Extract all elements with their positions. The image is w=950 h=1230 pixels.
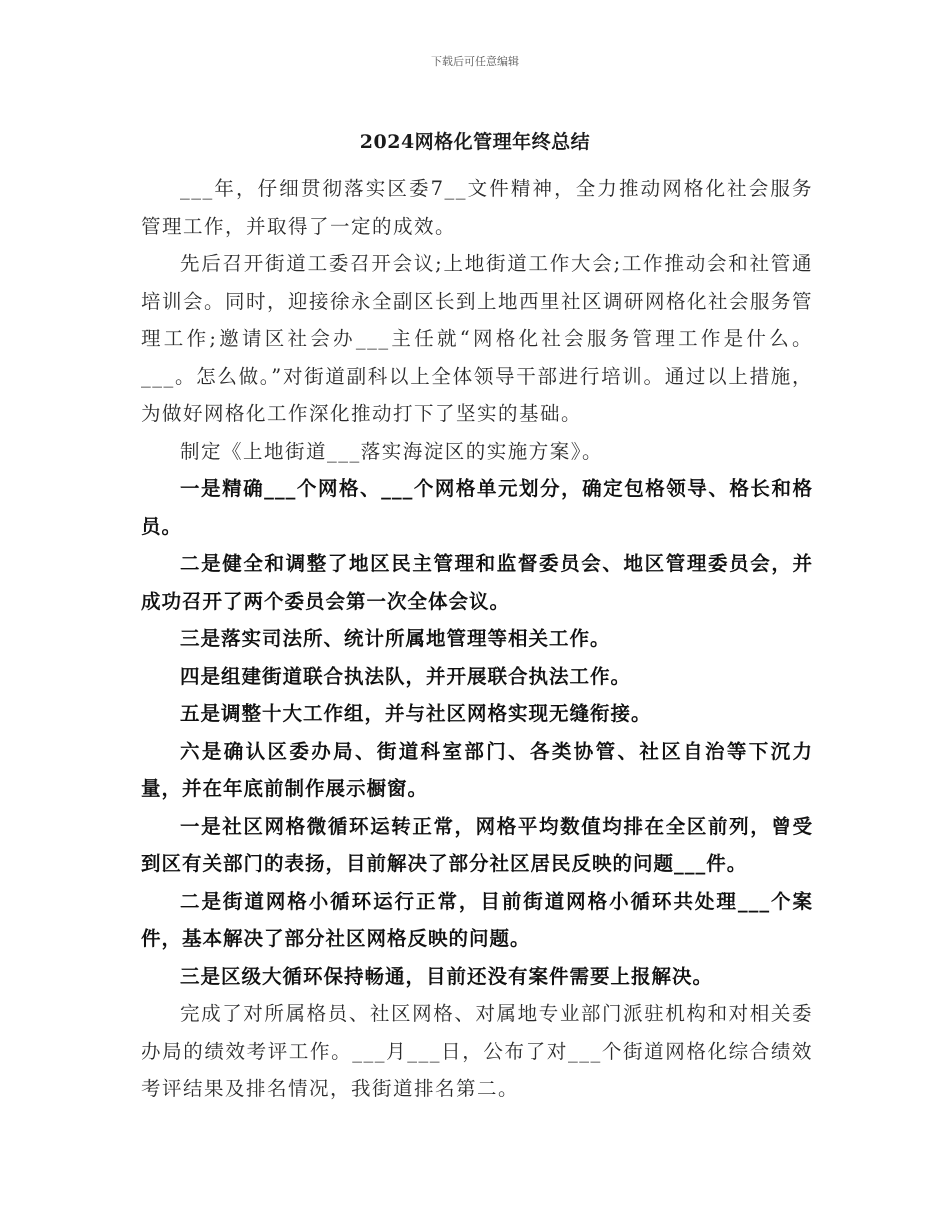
paragraph: 一是精确___个网格、___个网格单元划分，确定包格领导、格长和格员。	[141, 477, 813, 538]
paragraph: 二是健全和调整了地区民主管理和监督委员会、地区管理委员会，并成功召开了两个委员会第一次全体会议。	[141, 552, 813, 613]
document-body	[141, 170, 813, 1108]
document-title: 2024网格化管理年终总结	[359, 131, 591, 153]
paragraph: 五是调整十大工作组，并与社区网格实现无缝衔接。	[180, 702, 652, 725]
paragraph: 四是组建街道联合执法队，并开展联合执法工作。	[180, 664, 632, 688]
paragraph: 先后召开街道工委召开会议;上地街道工作大会;工作推动会和社管通培训会。同时，迎接徐永全副区长到上地西里社区调研网格化社会服务管理工作;邀请区社会办___主任就“网格化社会服务管理工作是什么。___。怎么做。”对街道副科以上全体领导干部进行培训。通过以上措施，为做好网格化工作深化推动打下了坚实的基础。	[141, 252, 814, 425]
paragraph: 二是街道网格小循环运行正常，目前街道网格小循环共处理___个案件，基本解决了部分社区网格反映的问题。	[141, 889, 813, 950]
paragraph: 六是确认区委办局、街道科室部门、各类协管、社区自治等下沉力量，并在年底前制作展示橱窗。	[141, 739, 813, 800]
paragraph: 完成了对所属格员、社区网格、对属地专业部门派驻机构和对相关委办局的绩效考评工作。___月___日，公布了对___个街道网格化综合绩效考评结果及排名情况，我街道排名第二。	[141, 1002, 813, 1100]
paragraph: 制定《上地街道___落实海淀区的实施方案》。	[180, 439, 604, 463]
paragraph: 三是区级大循环保持畅通，目前还没有案件需要上报解决。	[180, 964, 714, 988]
header-note: 下载后可任意编辑	[431, 55, 519, 68]
paragraph: 一是社区网格微循环运转正常，网格平均数值均排在全区前列，曾受到区有关部门的表扬，目前解决了部分社区居民反映的问题___件。	[141, 814, 813, 875]
paragraph: ___年，仔细贯彻落实区委7__文件精神，全力推动网格化社会服务管理工作，并取得了一定的成效。	[141, 177, 813, 238]
paragraph: 三是落实司法所、统计所属地管理等相关工作。	[180, 627, 611, 650]
